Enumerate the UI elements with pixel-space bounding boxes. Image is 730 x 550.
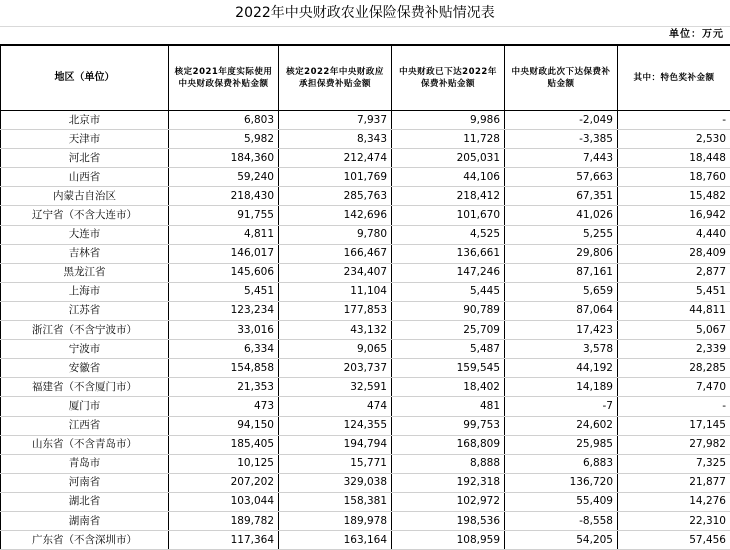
cell-region[interactable]: 广东省（不含深圳市）	[1, 531, 169, 550]
cell-current-issue[interactable]: -7	[505, 397, 618, 416]
cell-2021-actual[interactable]: 185,405	[169, 435, 279, 454]
cell-2021-actual[interactable]: 4,811	[169, 225, 279, 244]
cell-region[interactable]: 安徽省	[1, 359, 169, 378]
header-2022-issued[interactable]: 中央财政已下达2022年保费补贴金额	[392, 46, 505, 111]
table-row	[1, 531, 730, 550]
cell-2022-due[interactable]: 124,355	[279, 416, 392, 435]
cell-special-reward[interactable]: 17,145	[618, 416, 730, 435]
cell-2021-actual[interactable]: 21,353	[169, 378, 279, 397]
cell-region[interactable]: 山西省	[1, 168, 169, 187]
cell-2022-due[interactable]: 189,978	[279, 511, 392, 530]
cell-2022-due[interactable]: 285,763	[279, 187, 392, 206]
cell-2022-due[interactable]: 8,343	[279, 130, 392, 149]
unit-row	[0, 26, 730, 45]
cell-special-reward[interactable]: 7,470	[618, 378, 730, 397]
cell-special-reward[interactable]: 5,451	[618, 282, 730, 301]
cell-2022-issued[interactable]: 99,753	[392, 416, 505, 435]
cell-2021-actual[interactable]: 117,364	[169, 531, 279, 550]
table-row	[1, 435, 730, 454]
cell-2022-due[interactable]: 212,474	[279, 149, 392, 168]
cell-region[interactable]: 山东省（不含青岛市）	[1, 435, 169, 454]
cell-2022-issued[interactable]: 218,412	[392, 187, 505, 206]
cell-special-reward[interactable]: 44,811	[618, 301, 730, 320]
table-row	[1, 454, 730, 473]
cell-region[interactable]: 宁波市	[1, 340, 169, 359]
cell-2022-due[interactable]: 9,065	[279, 340, 392, 359]
cell-current-issue[interactable]: 44,192	[505, 359, 618, 378]
table-row	[1, 282, 730, 301]
table-row	[1, 321, 730, 340]
header-2021-actual[interactable]: 核定2021年度实际使用中央财政保费补贴金额	[169, 46, 279, 111]
cell-2022-due[interactable]: 166,467	[279, 244, 392, 263]
cell-special-reward[interactable]: 28,285	[618, 359, 730, 378]
cell-region[interactable]: 天津市	[1, 130, 169, 149]
cell-2021-actual[interactable]: 94,150	[169, 416, 279, 435]
cell-current-issue[interactable]: 14,189	[505, 378, 618, 397]
cell-2021-actual[interactable]: 10,125	[169, 454, 279, 473]
table-row	[1, 301, 730, 320]
cell-current-issue[interactable]: -2,049	[505, 111, 618, 130]
cell-current-issue[interactable]: 67,351	[505, 187, 618, 206]
cell-2022-issued[interactable]: 8,888	[392, 454, 505, 473]
cell-special-reward[interactable]: 16,942	[618, 206, 730, 225]
cell-current-issue[interactable]: 24,602	[505, 416, 618, 435]
cell-region[interactable]: 浙江省（不含宁波市）	[1, 321, 169, 340]
cell-region[interactable]: 辽宁省（不含大连市）	[1, 206, 169, 225]
cell-2022-due[interactable]: 9,780	[279, 225, 392, 244]
cell-current-issue[interactable]: 6,883	[505, 454, 618, 473]
subsidy-table	[0, 45, 730, 550]
cell-current-issue[interactable]: 54,205	[505, 531, 618, 550]
cell-current-issue[interactable]: 136,720	[505, 473, 618, 492]
cell-current-issue[interactable]: 17,423	[505, 321, 618, 340]
cell-current-issue[interactable]: 55,409	[505, 492, 618, 511]
cell-2022-issued[interactable]: 5,487	[392, 340, 505, 359]
cell-2022-due[interactable]: 11,104	[279, 282, 392, 301]
cell-special-reward[interactable]: 27,982	[618, 435, 730, 454]
cell-2022-issued[interactable]: 90,789	[392, 301, 505, 320]
header-current-issue[interactable]: 中央财政此次下达保费补贴金额	[505, 46, 618, 111]
cell-special-reward[interactable]: 14,276	[618, 492, 730, 511]
cell-2022-issued[interactable]: 101,670	[392, 206, 505, 225]
cell-2021-actual[interactable]: 145,606	[169, 263, 279, 282]
cell-current-issue[interactable]: 25,985	[505, 435, 618, 454]
cell-2022-due[interactable]: 158,381	[279, 492, 392, 511]
cell-2021-actual[interactable]: 59,240	[169, 168, 279, 187]
cell-2022-due[interactable]: 32,591	[279, 378, 392, 397]
cell-2022-issued[interactable]: 44,106	[392, 168, 505, 187]
cell-special-reward[interactable]: 7,325	[618, 454, 730, 473]
cell-2021-actual[interactable]: 5,451	[169, 282, 279, 301]
cell-2022-issued[interactable]: 4,525	[392, 225, 505, 244]
cell-special-reward[interactable]: 15,482	[618, 187, 730, 206]
table-body	[1, 111, 730, 550]
table-row	[1, 473, 730, 492]
table-row	[1, 359, 730, 378]
cell-2022-due[interactable]: 142,696	[279, 206, 392, 225]
cell-2022-due[interactable]: 101,769	[279, 168, 392, 187]
cell-special-reward[interactable]: 4,440	[618, 225, 730, 244]
cell-region[interactable]: 大连市	[1, 225, 169, 244]
cell-2022-issued[interactable]: 18,402	[392, 378, 505, 397]
table-title: 2022年中央财政农业保险保费补贴情况表	[0, 0, 730, 27]
cell-region[interactable]: 河北省	[1, 149, 169, 168]
cell-special-reward[interactable]: -	[618, 397, 730, 416]
cell-special-reward[interactable]: 18,760	[618, 168, 730, 187]
table-row	[1, 206, 730, 225]
cell-2021-actual[interactable]: 184,360	[169, 149, 279, 168]
cell-special-reward[interactable]: 18,448	[618, 149, 730, 168]
cell-region[interactable]: 厦门市	[1, 397, 169, 416]
cell-special-reward[interactable]: 57,456	[618, 531, 730, 550]
cell-2021-actual[interactable]: 33,016	[169, 321, 279, 340]
header-2022-due[interactable]: 核定2022年中央财政应承担保费补贴金额	[279, 46, 392, 111]
cell-region[interactable]: 青岛市	[1, 454, 169, 473]
cell-special-reward[interactable]: 21,877	[618, 473, 730, 492]
cell-special-reward[interactable]: 22,310	[618, 511, 730, 530]
cell-2022-due[interactable]: 163,164	[279, 531, 392, 550]
table-row	[1, 263, 730, 282]
table-row	[1, 340, 730, 359]
cell-region[interactable]: 湖北省	[1, 492, 169, 511]
cell-2021-actual[interactable]: 5,982	[169, 130, 279, 149]
header-region[interactable]: 地区（单位）	[1, 46, 169, 111]
cell-2021-actual[interactable]: 146,017	[169, 244, 279, 263]
cell-current-issue[interactable]: 3,578	[505, 340, 618, 359]
table-row	[1, 416, 730, 435]
cell-2021-actual[interactable]: 154,858	[169, 359, 279, 378]
cell-2022-issued[interactable]: 192,318	[392, 473, 505, 492]
table-row	[1, 244, 730, 263]
cell-region[interactable]: 内蒙古自治区	[1, 187, 169, 206]
cell-current-issue[interactable]: 41,026	[505, 206, 618, 225]
cell-2022-issued[interactable]: 108,959	[392, 531, 505, 550]
cell-current-issue[interactable]: 7,443	[505, 149, 618, 168]
header-special-reward[interactable]: 其中：特色奖补金额	[618, 46, 730, 111]
cell-region[interactable]: 江西省	[1, 416, 169, 435]
cell-2021-actual[interactable]: 6,334	[169, 340, 279, 359]
cell-2022-issued[interactable]: 102,972	[392, 492, 505, 511]
table-row	[1, 130, 730, 149]
cell-2022-due[interactable]: 15,771	[279, 454, 392, 473]
cell-2022-issued[interactable]: 5,445	[392, 282, 505, 301]
cell-region[interactable]: 上海市	[1, 282, 169, 301]
cell-2022-issued[interactable]: 168,809	[392, 435, 505, 454]
cell-current-issue[interactable]: 5,255	[505, 225, 618, 244]
cell-2022-issued[interactable]: 481	[392, 397, 505, 416]
table-row	[1, 168, 730, 187]
cell-region[interactable]: 河南省	[1, 473, 169, 492]
cell-2022-due[interactable]: 7,937	[279, 111, 392, 130]
cell-2021-actual[interactable]: 103,044	[169, 492, 279, 511]
cell-special-reward[interactable]: 5,067	[618, 321, 730, 340]
cell-2021-actual[interactable]: 473	[169, 397, 279, 416]
cell-special-reward[interactable]: 28,409	[618, 244, 730, 263]
cell-region[interactable]: 黑龙江省	[1, 263, 169, 282]
table-row	[1, 149, 730, 168]
table-row	[1, 111, 730, 130]
cell-special-reward[interactable]: 2,530	[618, 130, 730, 149]
cell-2021-actual[interactable]: 207,202	[169, 473, 279, 492]
cell-current-issue[interactable]: 57,663	[505, 168, 618, 187]
table-row	[1, 378, 730, 397]
cell-2022-issued[interactable]: 136,661	[392, 244, 505, 263]
cell-region[interactable]: 福建省（不含厦门市）	[1, 378, 169, 397]
cell-2022-issued[interactable]: 9,986	[392, 111, 505, 130]
table-row	[1, 511, 730, 530]
cell-2021-actual[interactable]: 218,430	[169, 187, 279, 206]
cell-current-issue[interactable]: 5,659	[505, 282, 618, 301]
cell-region[interactable]: 江苏省	[1, 301, 169, 320]
unit-label: 单位：万元	[669, 26, 724, 44]
cell-region[interactable]: 吉林省	[1, 244, 169, 263]
cell-2022-issued[interactable]: 205,031	[392, 149, 505, 168]
cell-2021-actual[interactable]: 189,782	[169, 511, 279, 530]
cell-2022-due[interactable]: 474	[279, 397, 392, 416]
cell-special-reward[interactable]: 2,877	[618, 263, 730, 282]
cell-2022-issued[interactable]: 11,728	[392, 130, 505, 149]
cell-special-reward[interactable]: -	[618, 111, 730, 130]
cell-2021-actual[interactable]: 123,234	[169, 301, 279, 320]
cell-current-issue[interactable]: 87,064	[505, 301, 618, 320]
cell-2022-issued[interactable]: 159,545	[392, 359, 505, 378]
cell-current-issue[interactable]: 87,161	[505, 263, 618, 282]
cell-2022-issued[interactable]: 198,536	[392, 511, 505, 530]
cell-2022-due[interactable]: 234,407	[279, 263, 392, 282]
cell-2022-issued[interactable]: 147,246	[392, 263, 505, 282]
cell-2021-actual[interactable]: 91,755	[169, 206, 279, 225]
cell-2022-due[interactable]: 203,737	[279, 359, 392, 378]
table-row	[1, 492, 730, 511]
cell-special-reward[interactable]: 2,339	[618, 340, 730, 359]
cell-current-issue[interactable]: -8,558	[505, 511, 618, 530]
cell-2021-actual[interactable]: 6,803	[169, 111, 279, 130]
cell-2022-issued[interactable]: 25,709	[392, 321, 505, 340]
cell-2022-due[interactable]: 177,853	[279, 301, 392, 320]
cell-2022-due[interactable]: 194,794	[279, 435, 392, 454]
cell-2022-due[interactable]: 329,038	[279, 473, 392, 492]
cell-current-issue[interactable]: 29,806	[505, 244, 618, 263]
table-row	[1, 225, 730, 244]
cell-region[interactable]: 湖南省	[1, 511, 169, 530]
cell-2022-due[interactable]: 43,132	[279, 321, 392, 340]
table-row	[1, 397, 730, 416]
table-row	[1, 187, 730, 206]
cell-current-issue[interactable]: -3,385	[505, 130, 618, 149]
cell-region[interactable]: 北京市	[1, 111, 169, 130]
header-row	[1, 46, 730, 111]
